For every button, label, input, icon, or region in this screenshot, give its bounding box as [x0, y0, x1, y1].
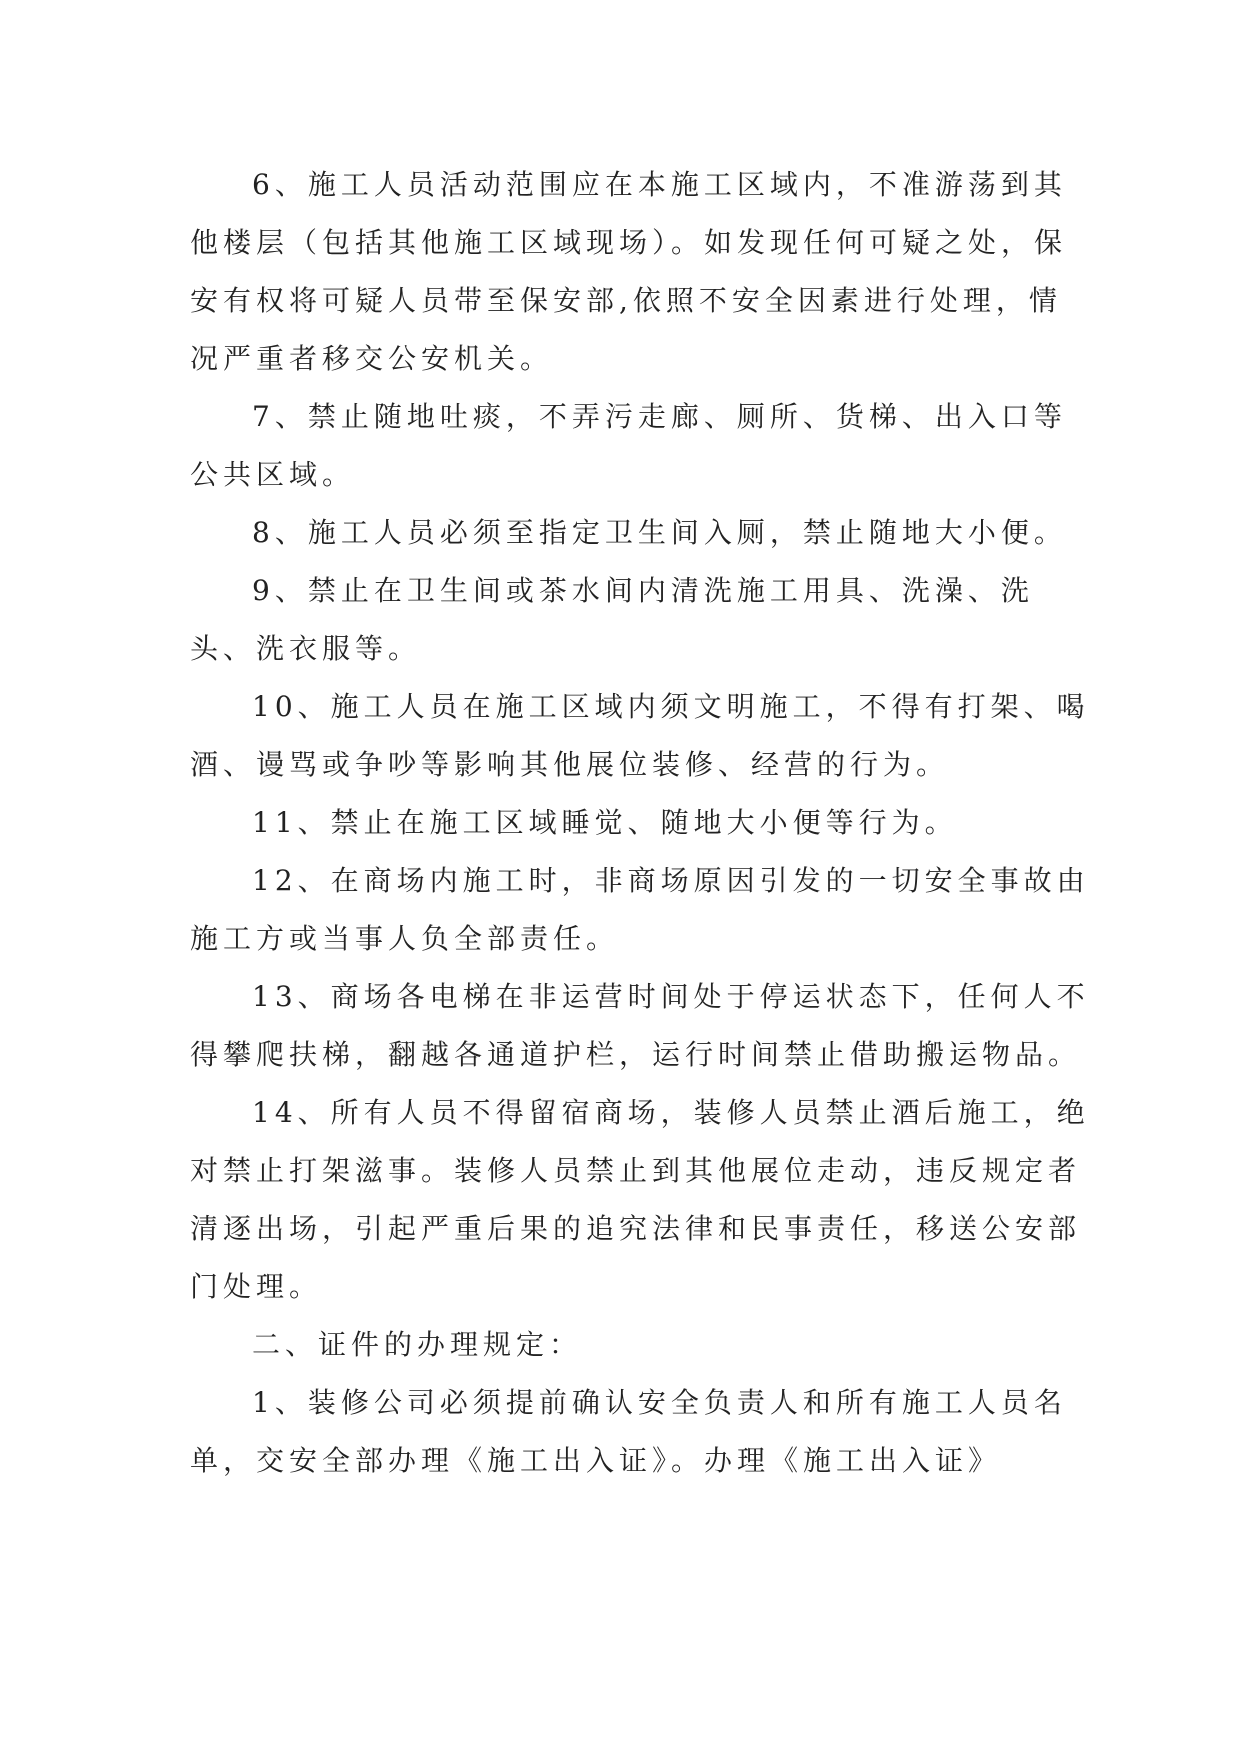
paragraph-rule-13: 13、商场各电梯在非运营时间处于停运状态下，任何人不得攀爬扶梯，翻越各通道护栏，运行时间禁止借助搬运物品。	[190, 980, 1090, 1071]
paragraph-rule-11: 11、禁止在施工区域睡觉、随地大小便等行为。	[252, 806, 958, 839]
paragraph-rule-14: 14、所有人员不得留宿商场，装修人员禁止酒后施工，绝对禁止打架滋事。装修人员禁止到其他展位走动，违反规定者清逐出场，引起严重后果的追究法律和民事责任，移送公安部门处理。	[190, 1096, 1090, 1303]
section-heading-certificates: 二、证件的办理规定：	[252, 1328, 583, 1361]
paragraph-rule-7: 7、禁止随地吐痰，不弄污走廊、厕所、货梯、出入口等公共区域。	[190, 400, 1067, 491]
paragraph-certificate-rule-1: 1、装修公司必须提前确认安全负责人和所有施工人员名单，交安全部办理《施工出入证》。办理《施工出入证》	[190, 1386, 1067, 1477]
paragraph-rule-10: 10、施工人员在施工区域内须文明施工，不得有打架、喝酒、谩骂或争吵等影响其他展位装修、经营的行为。	[190, 690, 1090, 781]
paragraph-rule-12: 12、在商场内施工时，非商场原因引发的一切安全事故由施工方或当事人负全部责任。	[190, 864, 1090, 955]
document-body	[190, 156, 1090, 1490]
paragraph-rule-9: 9、禁止在卫生间或茶水间内清洗施工用具、洗澡、洗头、洗衣服等。	[190, 574, 1034, 665]
paragraph-rule-6: 6、施工人员活动范围应在本施工区域内，不准游荡到其他楼层（包括其他施工区域现场）。如发现任何可疑之处，保安有权将可疑人员带至保安部,依照不安全因素进行处理，情况严重者移交公安机关。	[190, 168, 1068, 375]
paragraph-rule-8: 8、施工人员必须至指定卫生间入厕，禁止随地大小便。	[252, 516, 1067, 549]
